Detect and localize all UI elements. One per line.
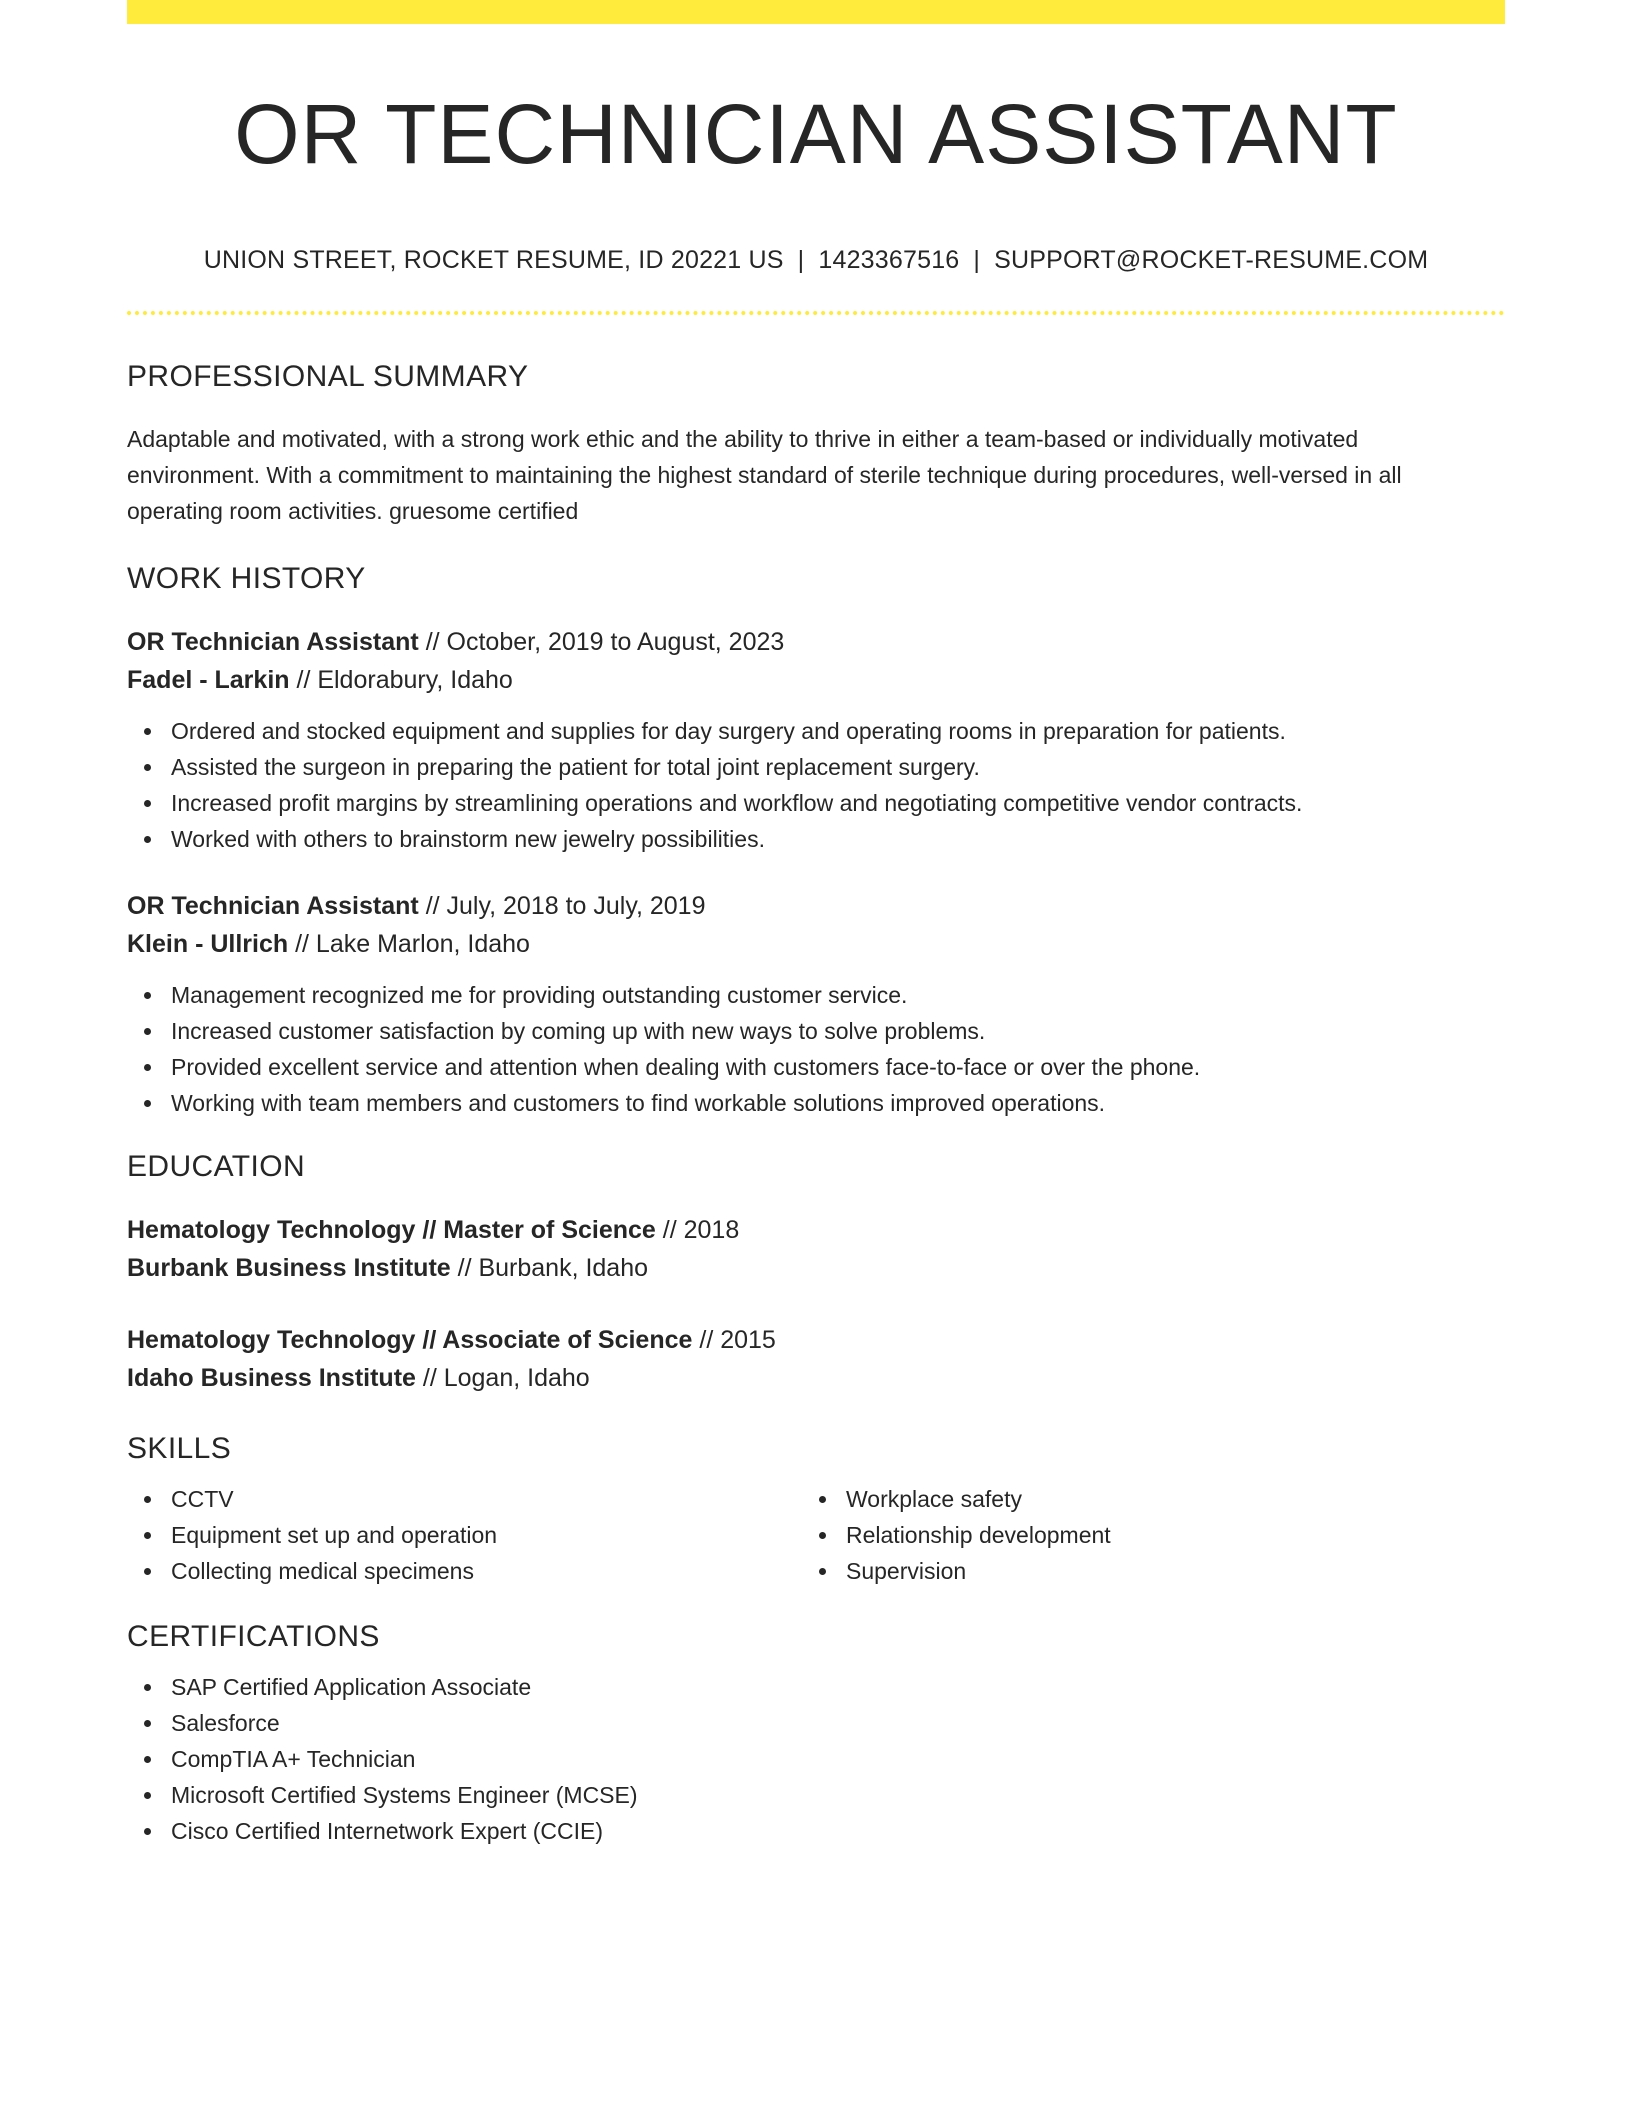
job-employer: Fadel - Larkin xyxy=(127,665,290,694)
list-item: CCTV xyxy=(171,1481,802,1517)
education-degree: Hematology Technology // Associate of Science xyxy=(127,1325,693,1354)
job-entry xyxy=(127,887,1505,1121)
job-role: OR Technician Assistant xyxy=(127,627,419,656)
education-degree-line xyxy=(127,1211,1505,1249)
list-item: Worked with others to brainstorm new jewelry possibilities. xyxy=(171,821,1505,857)
job-dates: // July, 2018 to July, 2019 xyxy=(418,891,706,920)
skills-column xyxy=(802,1481,1402,1589)
job-employer: Klein - Ullrich xyxy=(127,929,289,958)
contact-address: UNION STREET, ROCKET RESUME, ID 20221 US xyxy=(203,245,784,274)
job-employer-line xyxy=(127,925,1505,963)
list-item: Cisco Certified Internetwork Expert (CCIE) xyxy=(171,1813,1505,1849)
top-accent-bar xyxy=(127,0,1505,24)
contact-separator: | xyxy=(797,245,805,274)
section-title-skills: SKILLS xyxy=(127,1431,232,1465)
summary-text: Adaptable and motivated, with a strong work ethic and the ability to thrive in either a team-based or individually motivated environment. With a commitment to maintaining the highest standard of sterile technique during procedures, well-versed in all operating room activities. gruesome certified xyxy=(127,425,1402,524)
list-item: CompTIA A+ Technician xyxy=(171,1741,1505,1777)
section-title-work-history: WORK HISTORY xyxy=(127,561,366,595)
job-dates: // October, 2019 to August, 2023 xyxy=(418,627,785,656)
job-employer-line xyxy=(127,661,1505,699)
education-school: Burbank Business Institute xyxy=(127,1253,451,1282)
contact-line xyxy=(127,245,1505,275)
education-location: // Logan, Idaho xyxy=(415,1363,590,1392)
resume-page xyxy=(127,0,1505,1849)
list-item: Increased profit margins by streamlining operations and workflow and negotiating competitive vendor contracts. xyxy=(171,785,1505,821)
education-degree: Hematology Technology // Master of Science xyxy=(127,1215,656,1244)
education-school-line xyxy=(127,1249,1505,1287)
skills-column xyxy=(127,1481,802,1589)
section-title-certifications: CERTIFICATIONS xyxy=(127,1619,380,1653)
skills-list xyxy=(802,1481,1402,1589)
list-item: Microsoft Certified Systems Engineer (MCSE) xyxy=(171,1777,1505,1813)
job-bullets xyxy=(127,977,1505,1121)
education-degree-line xyxy=(127,1321,1505,1359)
education-school: Idaho Business Institute xyxy=(127,1363,416,1392)
list-item: Equipment set up and operation xyxy=(171,1517,802,1553)
list-item: Collecting medical specimens xyxy=(171,1553,802,1589)
section-title-summary: PROFESSIONAL SUMMARY xyxy=(127,359,529,393)
certifications-list xyxy=(127,1669,1505,1849)
section-title-education: EDUCATION xyxy=(127,1149,306,1183)
job-role-line xyxy=(127,623,1505,661)
job-role-line xyxy=(127,887,1505,925)
list-item: Management recognized me for providing outstanding customer service. xyxy=(171,977,1505,1013)
job-entry xyxy=(127,623,1505,857)
job-bullets xyxy=(127,713,1505,857)
list-item: Workplace safety xyxy=(846,1481,1402,1517)
education-entry xyxy=(127,1321,1505,1397)
contact-phone: 1423367516 xyxy=(818,245,960,274)
skills-list xyxy=(127,1481,802,1589)
list-item: Salesforce xyxy=(171,1705,1505,1741)
dotted-divider xyxy=(127,311,1505,315)
job-location: // Eldorabury, Idaho xyxy=(289,665,513,694)
contact-email: SUPPORT@ROCKET-RESUME.COM xyxy=(994,245,1429,274)
skills-grid xyxy=(127,1481,1505,1589)
list-item: Increased customer satisfaction by coming up with new ways to solve problems. xyxy=(171,1013,1505,1049)
job-location: // Lake Marlon, Idaho xyxy=(288,929,530,958)
list-item: SAP Certified Application Associate xyxy=(171,1669,1505,1705)
job-role: OR Technician Assistant xyxy=(127,891,419,920)
list-item: Working with team members and customers to find workable solutions improved operations. xyxy=(171,1085,1505,1121)
list-item: Supervision xyxy=(846,1553,1402,1589)
list-item: Provided excellent service and attention when dealing with customers face-to-face or over the phone. xyxy=(171,1049,1505,1085)
list-item: Ordered and stocked equipment and supplies for day surgery and operating rooms in preparation for patients. xyxy=(171,713,1505,749)
list-item: Relationship development xyxy=(846,1517,1402,1553)
contact-separator: | xyxy=(973,245,981,274)
list-item: Assisted the surgeon in preparing the patient for total joint replacement surgery. xyxy=(171,749,1505,785)
education-year: // 2015 xyxy=(692,1325,776,1354)
education-entry xyxy=(127,1211,1505,1287)
education-year: // 2018 xyxy=(655,1215,740,1244)
education-location: // Burbank, Idaho xyxy=(450,1253,649,1282)
resume-title: OR TECHNICIAN ASSISTANT xyxy=(234,87,1398,181)
education-school-line xyxy=(127,1359,1505,1397)
